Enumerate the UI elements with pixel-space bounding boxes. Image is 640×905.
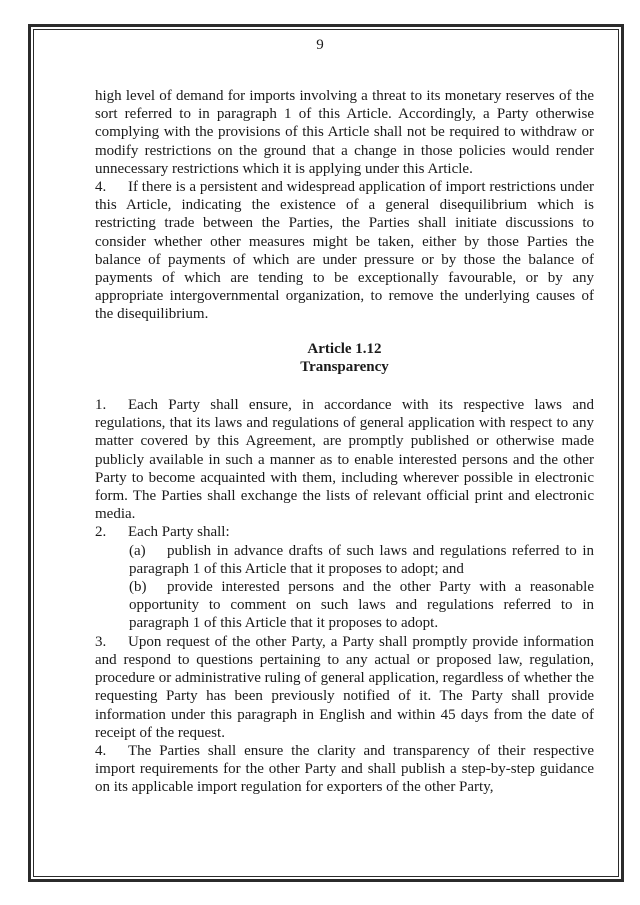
paragraph-text: high level of demand for imports involving a threat to its monetary reserves of the sort referred to in paragraph 1 of this Article. Accordingly, a Party otherwise complying with the provisions of this Article shall not be required to withdraw or modify restrictions on the ground that a change in those policies would render unnecessary restrictions which it is applying under this Article. [95, 88, 594, 177]
paragraph-number: 2. [95, 524, 107, 541]
sub-item-label: (b) [129, 579, 147, 596]
sub-item-label: (a) [129, 542, 146, 559]
transparency-paragraph-2 [95, 523, 594, 541]
article-number: Article 1.12 [307, 340, 382, 357]
sub-item-a [129, 542, 594, 578]
sub-item-text: publish in advance drafts of such laws and regulations referred to in paragraph 1 of this Article that it proposes to adopt; and [129, 542, 594, 577]
paragraph-4 [95, 178, 594, 324]
transparency-paragraph-1 [95, 396, 594, 523]
paragraph-number: 3. [95, 633, 107, 650]
paragraph-text: Each Party shall: [128, 524, 230, 541]
transparency-paragraph-3 [95, 633, 594, 742]
paragraph-text: Each Party shall ensure, in accordance with its respective laws and regulations, that its laws and regulations of general application with respect to any matter covered by this Agreement, are promptly published or otherwise made publicly available in such a manner as to enable interested persons and the other Party to become acquainted with them, including wherever possible in electronic form. The Parties shall exchange the lists of relevant official print and electronic media. [95, 397, 594, 523]
transparency-paragraph-4 [95, 742, 594, 797]
document-body [95, 87, 594, 797]
paragraph-number: 4. [95, 742, 107, 759]
paragraph-number: 1. [95, 397, 107, 414]
paragraph-text: Upon request of the other Party, a Party shall promptly provide information and respond to questions pertaining to any actual or proposed law, regulation, procedure or administrative ruling of general application, regardless of whether the requesting Party has been previously notified of it. The Party shall provide information under this paragraph in English and within 45 days from the date of receipt of the request. [95, 633, 594, 741]
sub-item-text: provide interested persons and the other Party with a reasonable opportunity to comment on such laws and regulations referred to in paragraph 1 of this Article that it proposes to adopt. [129, 579, 594, 632]
paragraph-text: If there is a persistent and widespread application of import restrictions under this Article, indicating the existence of a general disequilibrium which is restricting trade between the Parties, the Parties shall initiate discussions to consider whether other measures might be taken, either by those Parties the balance of payments of which are under pressure or by those the balance of payments of which are tending to be exceptionally favourable, or by any appropriate intergovernmental organization, to remove the underlying causes of the disequilibrium. [95, 179, 594, 323]
sub-item-b [129, 578, 594, 633]
paragraph-continued [95, 87, 594, 178]
paragraph-number: 4. [95, 179, 107, 196]
page-number: 9 [316, 37, 324, 53]
paragraph-text: The Parties shall ensure the clarity and transparency of their respective import requirements for the other Party and shall publish a step-by-step guidance on its applicable import regulation for exporters of the other Party, [95, 742, 594, 796]
article-title: Transparency [300, 358, 389, 375]
